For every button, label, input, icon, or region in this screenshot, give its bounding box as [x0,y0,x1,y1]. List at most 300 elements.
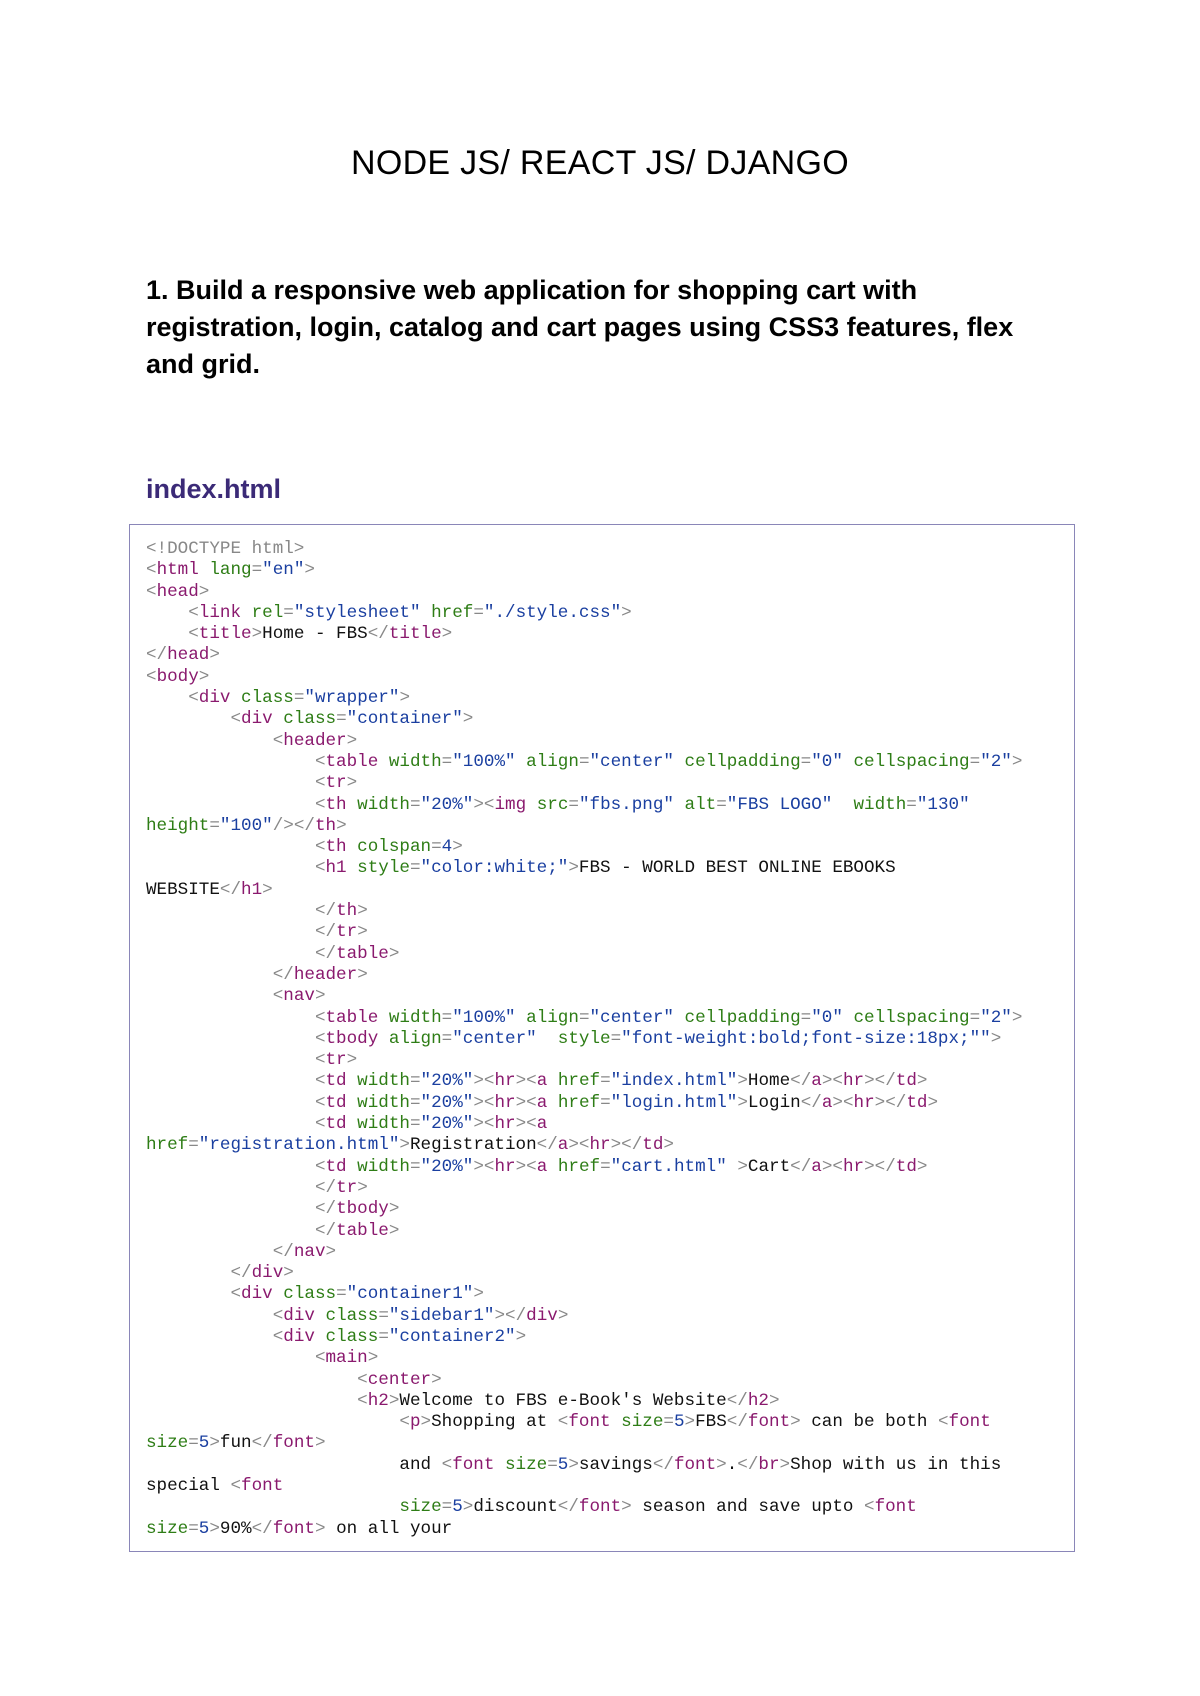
code-token: > [209,1433,220,1454]
code-token: cellspacing [842,751,970,772]
code-token: th [325,837,347,858]
code-token: class [272,1284,337,1305]
code-token: font [452,1454,495,1475]
code-token: a [536,1071,548,1092]
code-token: = [283,602,294,623]
code-token: hr [494,1071,516,1092]
code-token: = [441,1497,453,1518]
code-token: style [346,858,410,879]
code-token: font [673,1454,717,1475]
code-token: Home [747,1071,791,1092]
code-token: src [526,794,569,815]
code-token: "0" [811,1007,843,1028]
code-token: > [399,688,410,709]
code-token [146,965,273,985]
code-token: fun [219,1433,252,1454]
code-token: table [325,751,379,772]
code-token [146,1114,315,1134]
code-token: </ [251,1433,273,1454]
code-token [146,1284,230,1304]
code-token: = [409,858,421,879]
code-token: > [768,1390,780,1411]
code-line [146,965,1066,986]
code-token: = [378,1305,389,1326]
code-token: body [156,666,199,687]
code-token: = [188,1135,199,1156]
code-token [146,1391,357,1411]
code-token: "center" [452,1028,537,1049]
code-token: class [314,1326,379,1347]
code-token [146,1412,399,1432]
code-token: = [188,1433,199,1454]
code-token: discount [473,1497,558,1518]
code-token [146,709,230,729]
code-token: > [367,1348,379,1369]
code-token: < [441,1454,453,1475]
code-token: </ [652,1454,674,1475]
code-token: < [314,1114,326,1135]
code-token: alt [673,794,717,815]
code-token: "index.html" [610,1071,738,1092]
code-token: "sidebar1" [388,1305,495,1326]
code-line [146,1391,1066,1412]
code-token: img [494,794,527,815]
code-listing [146,539,1066,1540]
code-token: "registration.html" [198,1135,400,1156]
code-token: < [399,1412,410,1433]
code-token: rel [241,602,284,623]
code-token: < [314,751,326,772]
code-token: < [314,1156,326,1177]
code-token: = [600,1071,611,1092]
code-token: div [283,1326,315,1347]
code-token: ></ [864,1071,896,1092]
code-token: . [726,1454,738,1475]
code-token: class [314,1305,379,1326]
code-token: = [610,1028,622,1049]
code-line [146,1519,1066,1540]
code-token: = [378,1326,389,1347]
code-token: div [198,688,231,709]
code-token: font [874,1497,917,1518]
code-token: Home - FBS [262,624,368,645]
code-token: = [441,1007,453,1028]
code-token: href [547,1156,601,1177]
code-token: html [156,560,199,581]
code-token: "login.html" [610,1092,738,1113]
code-token: > [357,922,368,943]
code-token: </ [314,943,337,964]
code-token: = [409,794,421,815]
code-token: "stylesheet" [293,602,421,623]
code-token: < [314,794,326,815]
code-token: td [325,1071,347,1092]
code-token: = [906,794,917,815]
code-line [146,1306,1066,1327]
code-line [146,1071,1066,1092]
code-line [146,1114,1066,1135]
code-token: width [346,1071,410,1092]
code-token: </ [737,1454,759,1475]
code-token: h1 [325,858,347,879]
code-token: </ [557,1497,579,1518]
code-token: h2 [367,1390,389,1411]
code-line [146,1242,1066,1263]
code-token: = [209,815,220,836]
code-token: > [726,1156,748,1177]
code-token [146,603,188,623]
code-token: hr [494,1114,516,1135]
code-token [146,688,188,708]
code-token: = [251,560,263,581]
code-line [146,944,1066,965]
code-token: td [906,1092,928,1113]
code-token: "FBS LOGO" [726,794,833,815]
code-token: < [314,837,326,858]
code-token: = [441,751,453,772]
code-token: hr [842,1071,865,1092]
code-token: hr [494,1156,516,1177]
code-line [146,1327,1066,1348]
code-token: < [272,1326,284,1347]
code-line [146,1221,1066,1242]
code-token: 4 [441,837,453,858]
code-token [146,1348,315,1368]
code-token: tr [336,1177,358,1198]
code-token: = [409,1071,421,1092]
code-token [146,1199,315,1219]
code-token: = [473,602,484,623]
code-token: head [156,581,199,602]
code-line [146,624,1066,645]
code-token: > [314,986,326,1007]
code-line [146,858,1066,879]
code-token: = [409,1114,421,1135]
code-token [146,986,273,1006]
code-token: > [283,1263,294,1284]
code-token: > [198,581,210,602]
code-token: < [146,560,157,581]
code-token: = [578,751,590,772]
code-token: 5 [673,1412,685,1433]
code-token: > [790,1412,801,1433]
code-token: div [241,709,273,730]
code-token: "20%" [420,1092,474,1113]
code-token: a [536,1092,548,1113]
code-token: < [314,1071,326,1092]
code-token: href [547,1071,601,1092]
code-token: </ [726,1390,748,1411]
code-token: = [431,837,442,858]
code-token: and [146,1454,442,1475]
code-token: < [188,624,199,645]
code-token: "./style.css" [483,602,622,623]
code-token: = [293,688,305,709]
code-token: th [314,815,337,836]
code-token [146,773,315,793]
code-token: </ [790,1071,812,1092]
code-line [146,1433,1066,1454]
code-token: > [473,1284,484,1305]
code-token: "font-weight:bold;font-size:18px;"" [621,1028,991,1049]
code-token: >< [473,1071,495,1092]
code-line [146,773,1066,794]
code-line [146,1050,1066,1071]
code-token: < [357,1390,368,1411]
code-token: font [272,1518,315,1539]
code-token: >< [515,1114,537,1135]
code-line [146,1497,1066,1518]
code-token [146,1221,315,1241]
code-token: > [621,1497,632,1518]
code-line [146,539,1066,560]
code-line [146,795,1066,816]
code-token: > [399,1135,410,1156]
code-token: td [895,1156,917,1177]
code-token: >< [821,1156,843,1177]
code-line [146,582,1066,603]
code-token: > [325,1241,337,1262]
code-line [146,752,1066,773]
code-token: <!DOCTYPE html> [146,539,305,559]
code-token: href [146,1135,189,1156]
code-line [146,1199,1066,1220]
code-token: < [188,602,199,623]
code-token [146,1263,230,1283]
code-token: > [916,1156,928,1177]
code-token: size [494,1454,548,1475]
code-token: 5 [198,1433,210,1454]
code-token: >< [832,1092,854,1113]
code-token: /></ [272,815,315,836]
code-token: >< [515,1156,537,1177]
code-line [146,667,1066,688]
code-token: title [198,624,252,645]
code-token: h1 [241,879,263,900]
code-token: "20%" [420,1156,474,1177]
code-token: > [737,1071,748,1092]
code-token: ></ [610,1135,643,1156]
code-token: = [568,794,579,815]
code-line [146,1348,1066,1369]
code-token: style [536,1028,611,1049]
code-token: > [346,1050,358,1071]
code-token: = [969,751,981,772]
code-token: < [314,858,326,879]
code-token: < [146,581,157,602]
code-token [146,1008,315,1028]
code-line [146,1370,1066,1391]
code-token: "130" [916,794,970,815]
code-token: </ [314,1177,337,1198]
code-token: </ [800,1092,822,1113]
code-line [146,986,1066,1007]
code-token: a [536,1114,548,1135]
code-line [146,1029,1066,1050]
code-token: colspan [346,837,432,858]
code-token: < [314,773,326,794]
code-token: header [283,730,347,751]
code-token: >< [568,1135,590,1156]
code-token: > [1011,751,1023,772]
code-token: tr [325,773,347,794]
code-token: < [272,1305,284,1326]
code-token: < [314,1092,326,1113]
code-line [146,1263,1066,1284]
code-token: > [198,666,210,687]
code-token: > [209,1518,220,1539]
code-token: ></ [874,1092,907,1113]
code-token: = [547,1454,558,1475]
code-line [146,1178,1066,1199]
code-token: align [515,751,579,772]
code-token: align [378,1028,442,1049]
code-token: nav [293,1241,326,1262]
code-token: "20%" [420,794,474,815]
code-token: td [325,1092,347,1113]
code-token: "en" [262,560,305,581]
code-token: > [927,1092,939,1113]
code-token: href [547,1092,601,1113]
code-token: hr [494,1092,516,1113]
code-token: = [600,1092,611,1113]
code-token: h2 [747,1390,769,1411]
code-token: > [357,901,368,922]
code-token: font [948,1412,991,1433]
code-token: > [357,1177,368,1198]
code-line [146,688,1066,709]
code-token: > [314,1518,326,1539]
code-token: Shop with us in this [790,1454,1002,1475]
code-token: > [568,858,579,879]
code-token: </ [251,1518,273,1539]
code-token: </ [272,1241,294,1262]
code-line [146,1157,1066,1178]
code-token: = [336,709,347,730]
code-token: < [314,1028,326,1049]
code-token: = [800,1007,812,1028]
code-token: 5 [198,1518,210,1539]
code-token [146,1178,315,1198]
code-token: Registration [409,1135,537,1156]
code-token: font [241,1476,284,1497]
code-token: savings [578,1454,653,1475]
code-token: </ [367,624,389,645]
code-token: size [146,1518,189,1539]
code-token: "20%" [420,1114,474,1135]
code-token: > [990,1028,1002,1049]
code-token: > [336,815,347,836]
code-token: td [642,1135,664,1156]
code-token: </ [272,964,294,985]
code-token [146,1327,273,1347]
code-token: "fbs.png" [578,794,674,815]
code-token [146,837,315,857]
code-token: < [937,1412,949,1433]
code-token: special [146,1476,231,1497]
code-token: table [336,1220,389,1241]
code-token: </ [314,1220,337,1241]
code-token: FBS [695,1412,727,1433]
code-token: lang [198,560,252,581]
code-token: > [916,1071,928,1092]
code-token: >< [515,1092,537,1113]
code-token: cellspacing [842,1007,970,1028]
code-token [146,1071,315,1091]
code-token: > [684,1412,696,1433]
code-token: "100%" [452,1007,516,1028]
code-token: on all your [325,1518,453,1539]
code-token: a [557,1135,569,1156]
code-line [146,816,1066,837]
code-token: height [146,815,210,836]
code-token: br [758,1454,780,1475]
code-token: >< [473,794,495,815]
code-token: < [272,730,284,751]
code-token: > [420,1412,432,1433]
code-token: FBS - WORLD BEST ONLINE EBOOKS [578,858,896,879]
code-token: "center" [589,751,674,772]
code-token: = [578,1007,590,1028]
code-token: > [663,1135,674,1156]
code-token: "100" [219,815,273,836]
code-token [146,1157,315,1177]
code-token: 90% [219,1518,252,1539]
code-token: < [188,688,199,709]
code-token: > [388,943,400,964]
code-token: "wrapper" [304,688,400,709]
code-token [146,1497,399,1517]
code-token [146,858,315,878]
code-token: Cart [747,1156,791,1177]
code-token [146,1370,357,1390]
code-block [129,524,1075,1552]
code-line [146,901,1066,922]
code-token: < [230,1476,242,1497]
question-text: 1. Build a responsive web application for shopping cart with registration, login, catalog and cart pages using CSS3 features, flex and grid. [146,275,1014,379]
code-token: tbody [325,1028,379,1049]
code-token: hr [853,1092,875,1113]
code-token: = [441,1028,453,1049]
code-token: = [600,1156,611,1177]
code-token: tr [325,1050,347,1071]
code-token: title [388,624,442,645]
code-line [146,731,1066,752]
code-token [146,731,273,751]
code-token: >< [473,1114,495,1135]
code-token: nav [283,986,315,1007]
code-token: size [399,1497,442,1518]
code-token: > [1011,1007,1023,1028]
code-token: Login [747,1092,801,1113]
code-token: href [420,602,474,623]
code-token: = [409,1156,421,1177]
code-token: > [388,1220,400,1241]
code-token: > [357,964,368,985]
code-line [146,709,1066,730]
code-token: < [230,1284,242,1305]
code-line [146,645,1066,666]
code-token: width [346,1092,410,1113]
code-token: </ [790,1156,812,1177]
code-token: font [578,1497,622,1518]
code-token: > [388,1390,400,1411]
code-token: >< [473,1156,495,1177]
code-token: > [716,1454,727,1475]
code-token: a [811,1071,822,1092]
code-token: "20%" [420,1071,474,1092]
code-token: hr [589,1135,611,1156]
